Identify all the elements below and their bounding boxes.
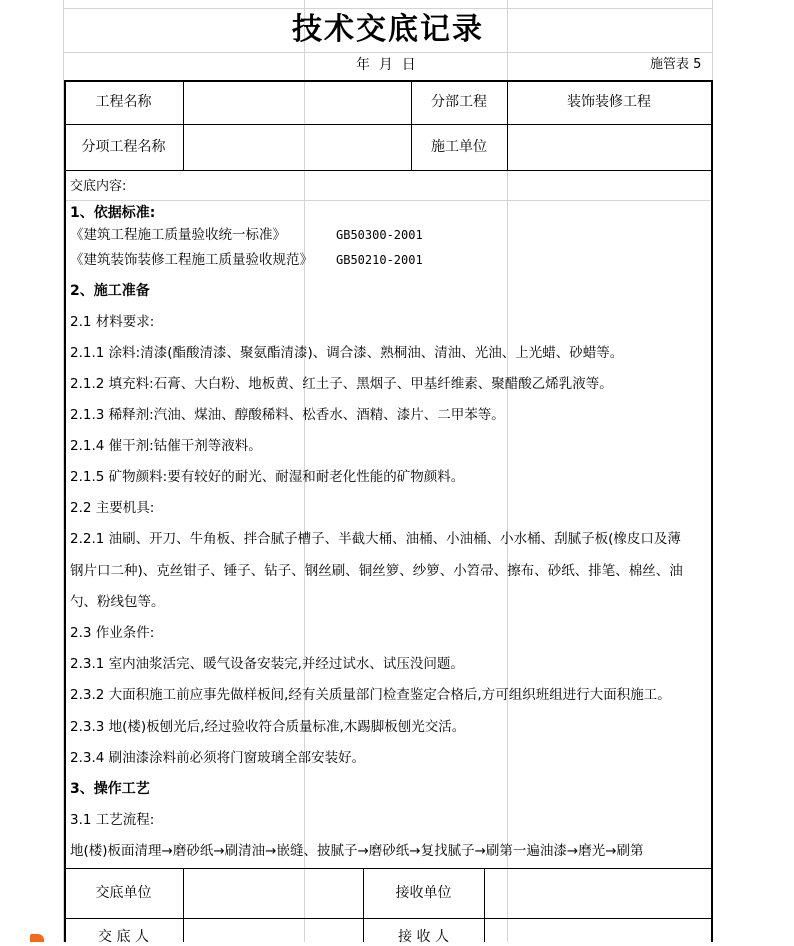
content-line — [70, 811, 154, 829]
footer-col-divider — [484, 868, 485, 942]
content-line-text: 2.1.5 矿物颜料:要有较好的耐光、耐湿和耐老化性能的矿物颜料。 — [70, 469, 465, 485]
grid-line — [64, 52, 712, 53]
content-line — [70, 624, 154, 642]
table-left-border — [64, 80, 66, 942]
standard-code: GB50300-2001 — [336, 228, 423, 242]
content-line — [70, 468, 464, 486]
project-name-value[interactable] — [190, 93, 404, 111]
content-line-text: 2.1 材料要求: — [70, 314, 155, 330]
content-line-text: 地(楼)板面清理→磨砂纸→刷清油→嵌缝、披腻子→磨砂纸→复找腻子→刷第一遍油漆→磨光→刷第 — [70, 843, 644, 859]
content-line-text: 2.1.2 填充料:石膏、大白粉、地板黄、红土子、黑烟子、甲基纤维素、聚醋酸乙烯乳液等。 — [70, 376, 613, 392]
content-line — [70, 780, 150, 798]
table-right-border — [711, 80, 713, 942]
row-divider — [64, 170, 712, 171]
footer-top-border — [64, 868, 712, 869]
content-line — [70, 226, 423, 244]
content-line — [70, 562, 683, 580]
content-line — [70, 593, 165, 611]
subitem-label: 分项工程名称 — [81, 139, 166, 155]
unit-label: 施工单位 — [431, 139, 487, 155]
handover-unit-label: 交底单位 — [95, 885, 152, 901]
col-divider — [183, 80, 184, 170]
content-line — [70, 718, 465, 736]
footer-col-divider — [183, 868, 184, 942]
content-line — [70, 313, 154, 331]
content-line — [70, 686, 671, 704]
content-label: 交底内容: — [70, 179, 127, 194]
content-line — [70, 375, 613, 393]
content-line-text: 2.3.2 大面积施工前应事先做样板间,经有关质量部门检查鉴定合格后,方可组织班组进行大面积施工。 — [70, 687, 671, 703]
content-line-text: 2.3.3 地(楼)板刨光后,经过验收符合质量标准,木踢脚板刨光交活。 — [70, 719, 466, 735]
content-line-text: 勺、粉线包等。 — [70, 594, 165, 610]
content-line-text: 2.3.1 室内油浆活完、暖气设备安装完,并经过试水、试压没问题。 — [70, 656, 464, 672]
project-name-label: 工程名称 — [95, 94, 152, 110]
standard-code: GB50210-2001 — [336, 253, 423, 267]
receiver-person-label: 接 收 人 — [398, 929, 449, 945]
division-label: 分部工程 — [431, 94, 487, 110]
content-line — [70, 530, 681, 548]
content-line-text: 3、操作工艺 — [70, 781, 150, 797]
date-label: 年 月 日 — [356, 57, 416, 73]
content-line-text: 2.2.1 油刷、开刀、牛角板、拌合腻子槽子、半截大桶、油桶、小油桶、小水桶、刮腻子板(橡皮口及薄 — [70, 531, 681, 547]
content-line-text: 2.2 主要机具: — [70, 500, 155, 516]
content-line-text: 1、依据标准: — [70, 205, 156, 221]
content-line — [70, 406, 505, 424]
content-line-text: 《建筑工程施工质量验收统一标准》 — [70, 227, 286, 243]
content-line — [70, 251, 423, 269]
content-line-text: 钢片口二种)、克丝钳子、锤子、钻子、钢丝刷、铜丝箩、纱箩、小笤帚、擦布、砂纸、排笔、棉丝、油 — [70, 563, 683, 579]
content-line-text: 2.3.4 刷油漆涂料前必须将门窗玻璃全部安装好。 — [70, 750, 366, 766]
row-divider — [64, 124, 712, 125]
content-line — [70, 842, 644, 860]
content-line-text: 3.1 工艺流程: — [70, 812, 155, 828]
content-line — [70, 499, 154, 517]
form-number: 施管表 5 — [650, 57, 702, 72]
content-line — [70, 204, 155, 222]
content-line — [70, 282, 150, 300]
content-line — [70, 655, 464, 673]
division-value[interactable]: 装饰装修工程 — [567, 94, 651, 110]
cursor-icon — [30, 934, 44, 942]
table-top-border — [64, 80, 712, 82]
footer-row-divider — [64, 918, 712, 919]
content-line-text: 2.3 作业条件: — [70, 625, 155, 641]
page-title: 技术交底记录 — [292, 12, 484, 47]
grid-line — [66, 200, 710, 201]
unit-value[interactable] — [514, 138, 704, 156]
content-line-text: 《建筑装饰装修工程施工质量验收规范》 — [70, 252, 313, 268]
receiver-unit-label: 接收单位 — [395, 885, 452, 901]
handover-person-label: 交 底 人 — [98, 929, 149, 945]
content-line — [70, 437, 262, 455]
subitem-value[interactable] — [190, 138, 404, 156]
content-line — [70, 749, 365, 767]
content-line-text: 2.1.3 稀释剂:汽油、煤油、醇酸稀料、松香水、酒精、漆片、二甲苯等。 — [70, 407, 505, 423]
content-line-text: 2、施工准备 — [70, 283, 150, 299]
content-line — [70, 344, 623, 362]
content-line-text: 2.1.4 催干剂:钴催干剂等液料。 — [70, 438, 262, 454]
content-line-text: 2.1.1 涂料:清漆(酯酸清漆、聚氨酯清漆)、调合漆、熟桐油、清油、光油、上光蜡、砂蜡等。 — [70, 345, 624, 361]
